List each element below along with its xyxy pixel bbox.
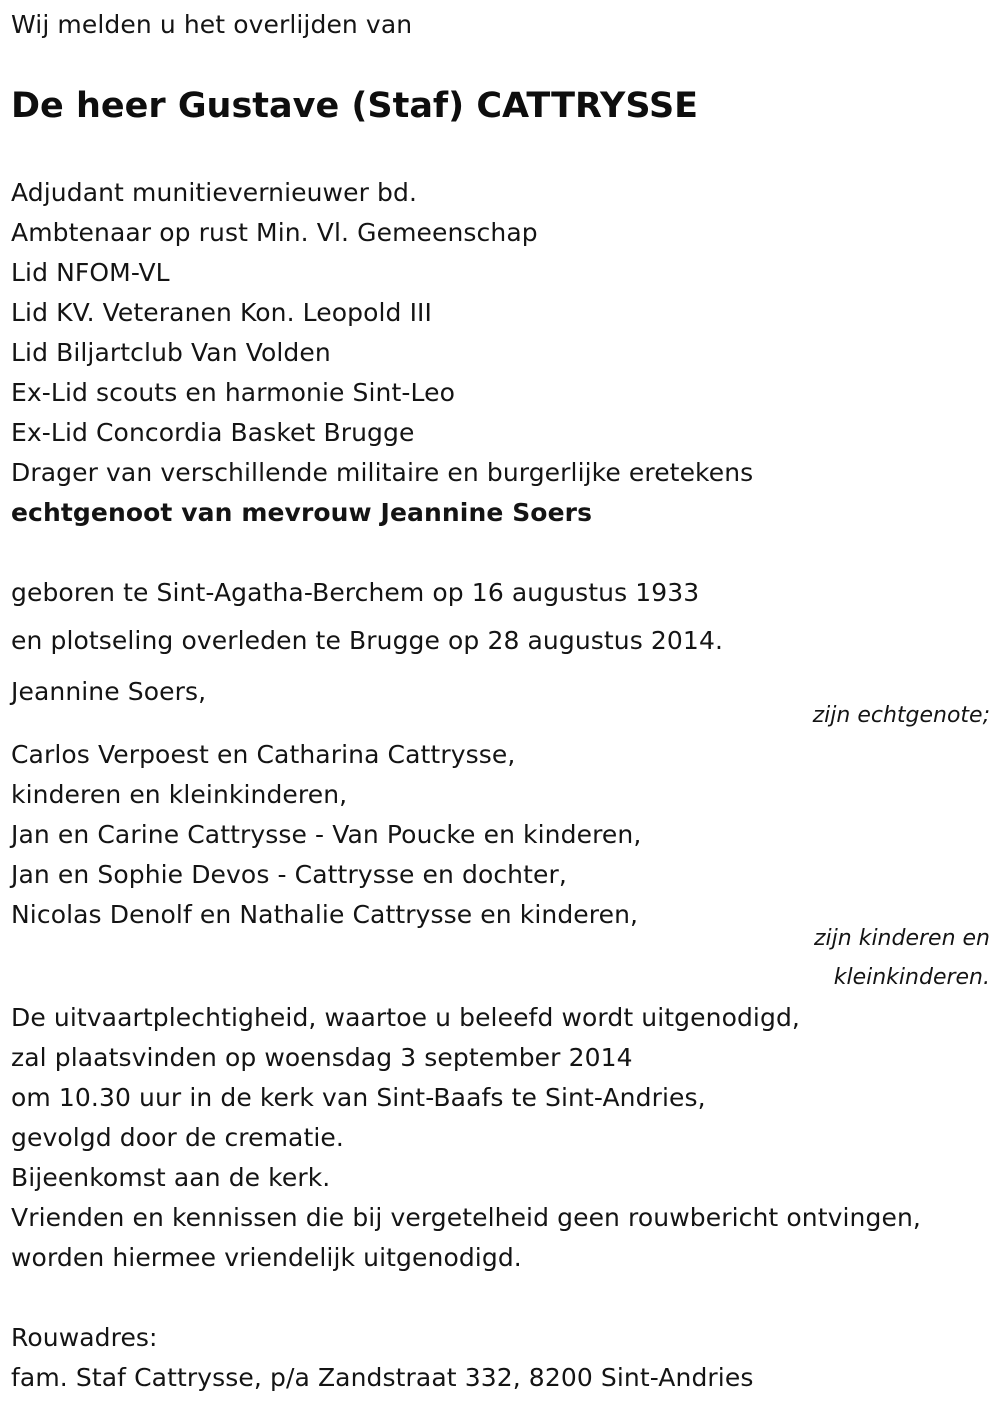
ceremony-line: gevolgd door de crematie. [11,1123,344,1152]
title-line: Ambtenaar op rust Min. Vl. Gemeenschap [11,218,538,247]
spouse-name: Jeannine Soers, [11,677,207,706]
children-role-line-1: zijn kinderen en [814,926,990,951]
ceremony-line: zal plaatsvinden op woensdag 3 september 2014 [11,1043,633,1072]
deceased-name-heading: De heer Gustave (Staf) CATTRYSSE [11,86,699,126]
title-line: Ex-Lid Concordia Basket Brugge [11,418,415,447]
title-line: Drager van verschillende militaire en burgerlijke eretekens [11,458,754,487]
title-line: Ex-Lid scouts en harmonie Sint-Leo [11,378,455,407]
children-role-line-2: kleinkinderen. [833,965,990,990]
birth-line: geboren te Sint-Agatha-Berchem op 16 augustus 1933 [11,578,700,607]
ceremony-line: Vrienden en kennissen die bij vergetelheid geen rouwbericht ontvingen, [11,1203,921,1232]
family-line: kinderen en kleinkinderen, [11,780,348,809]
family-line: Jan en Carine Cattrysse - Van Poucke en kinderen, [11,820,642,849]
title-line: Adjudant munitievernieuwer bd. [11,178,417,207]
spouse-role: zijn echtgenote; [812,703,990,728]
family-line: Nicolas Denolf en Nathalie Cattrysse en kinderen, [11,900,639,929]
ceremony-line: worden hiermee vriendelijk uitgenodigd. [11,1243,522,1272]
address-text: fam. Staf Cattrysse, p/a Zandstraat 332, 8200 Sint-Andries [11,1363,754,1392]
ceremony-line: om 10.30 uur in de kerk van Sint-Baafs te Sint-Andries, [11,1083,706,1112]
death-line: en plotseling overleden te Brugge op 28 augustus 2014. [11,626,723,655]
title-line: Lid Biljartclub Van Volden [11,338,331,367]
address-label: Rouwadres: [11,1323,158,1352]
title-line: Lid KV. Veteranen Kon. Leopold III [11,298,432,327]
ceremony-line: Bijeenkomst aan de kerk. [11,1163,331,1192]
intro-text: Wij melden u het overlijden van [11,10,413,39]
ceremony-line: De uitvaartplechtigheid, waartoe u beleefd wordt uitgenodigd, [11,1003,800,1032]
family-line: Jan en Sophie Devos - Cattrysse en dochter, [11,860,567,889]
title-line: Lid NFOM-VL [11,258,170,287]
family-line: Carlos Verpoest en Catharina Cattrysse, [11,740,516,769]
spouse-line: echtgenoot van mevrouw Jeannine Soers [11,498,593,527]
